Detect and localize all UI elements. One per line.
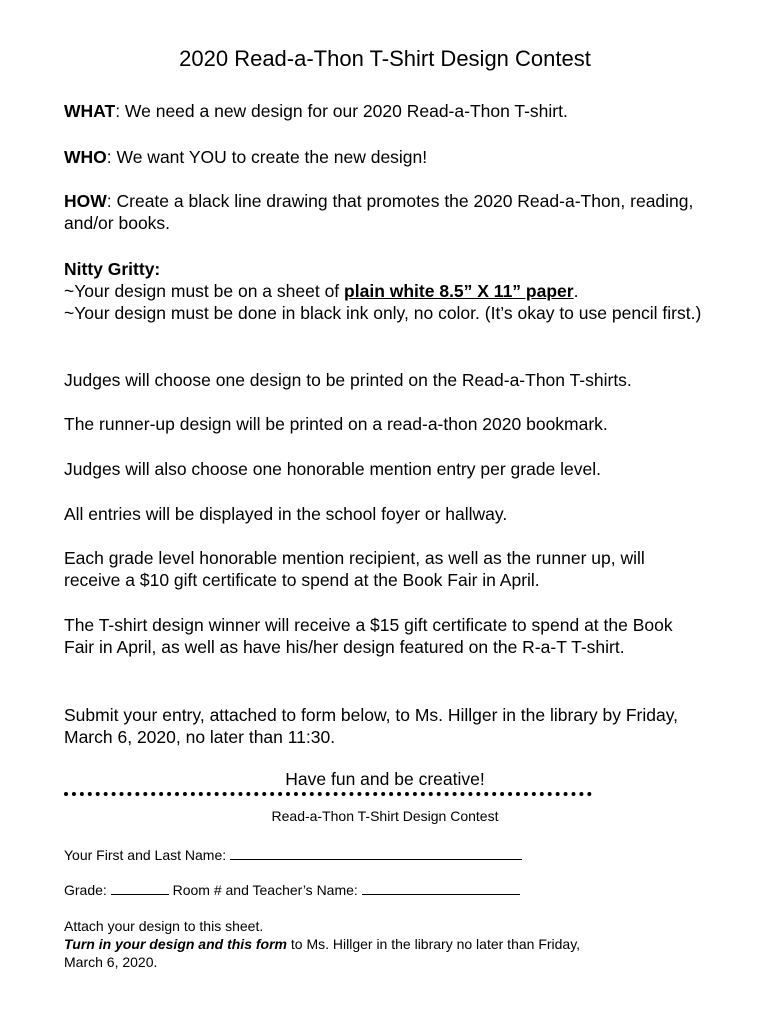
what-text: : We need a new design for our 2020 Read-a-Thon T-shirt. (115, 101, 568, 121)
who-paragraph (64, 146, 704, 168)
nitty-line-1 (64, 280, 704, 302)
have-fun-text: Have fun and be creative! (285, 769, 485, 789)
instructions-block (64, 917, 584, 971)
who-label: WHO (64, 147, 107, 167)
room-blank (362, 880, 520, 895)
grade-room-row (64, 880, 704, 899)
runner-up-paragraph: The runner-up design will be printed on a read-a-thon 2020 bookmark. (64, 414, 608, 434)
displayed-paragraph: All entries will be displayed in the school foyer or hallway. (64, 504, 508, 524)
what-paragraph (64, 100, 704, 122)
how-text: : Create a black line drawing that promotes the 2020 Read-a-Thon, reading, and/or books. (64, 191, 694, 233)
form-title: Read-a-Thon T-Shirt Design Contest (271, 808, 499, 824)
submit-paragraph: Submit your entry, attached to form below, to Ms. Hillger in the library by Friday, March 6, 2020, no later than 11:30. (64, 705, 679, 747)
turn-in-rest: to Ms. Hillger in the library no later than Friday, March 6, 2020. (64, 936, 581, 970)
nitty-line-1-pre: ~Your design must be on a sheet of (64, 281, 345, 301)
judges-paragraph: Judges will choose one design to be printed on the Read-a-Thon T-shirts. (64, 370, 632, 390)
turn-in-instruction (64, 935, 584, 971)
grade-blank (111, 880, 169, 895)
attach-instruction: Attach your design to this sheet. (64, 918, 264, 934)
name-blank (230, 845, 522, 860)
gift10-paragraph: Each grade level honorable mention recipient, as well as the runner up, will receive a $10 gift certificate to spend at the Book Fair in April. (64, 548, 645, 590)
nitty-gritty-heading: Nitty Gritty: (64, 259, 161, 279)
nitty-line-1-post: . (573, 281, 579, 301)
honorable-paragraph: Judges will also choose one honorable mention entry per grade level. (64, 459, 601, 479)
how-label: HOW (64, 191, 107, 211)
who-text: : We want YOU to create the new design! (106, 147, 428, 167)
name-label: Your First and Last Name: (64, 847, 231, 863)
how-paragraph (64, 190, 704, 234)
what-label: WHAT (64, 101, 116, 121)
nitty-line-2: ~Your design must be done in black ink only, no color. (It’s okay to use pencil first.) (64, 303, 702, 323)
room-label: Room # and Teacher’s Name: (168, 882, 362, 898)
name-field-row (64, 845, 704, 864)
turn-in-bold: Turn in your design and this form (64, 936, 287, 952)
grade-label: Grade: (64, 882, 111, 898)
paper-requirement: plain white 8.5” X 11” paper (344, 281, 574, 301)
document-title: 2020 Read-a-Thon T-Shirt Design Contest (179, 46, 591, 71)
gift15-paragraph: The T-shirt design winner will receive a $15 gift certificate to spend at the Book Fair in April, as well as have his/her design featured on the R-a-T T-shirt. (64, 615, 673, 657)
nitty-gritty-section (64, 258, 704, 324)
cut-line-divider (64, 792, 592, 802)
